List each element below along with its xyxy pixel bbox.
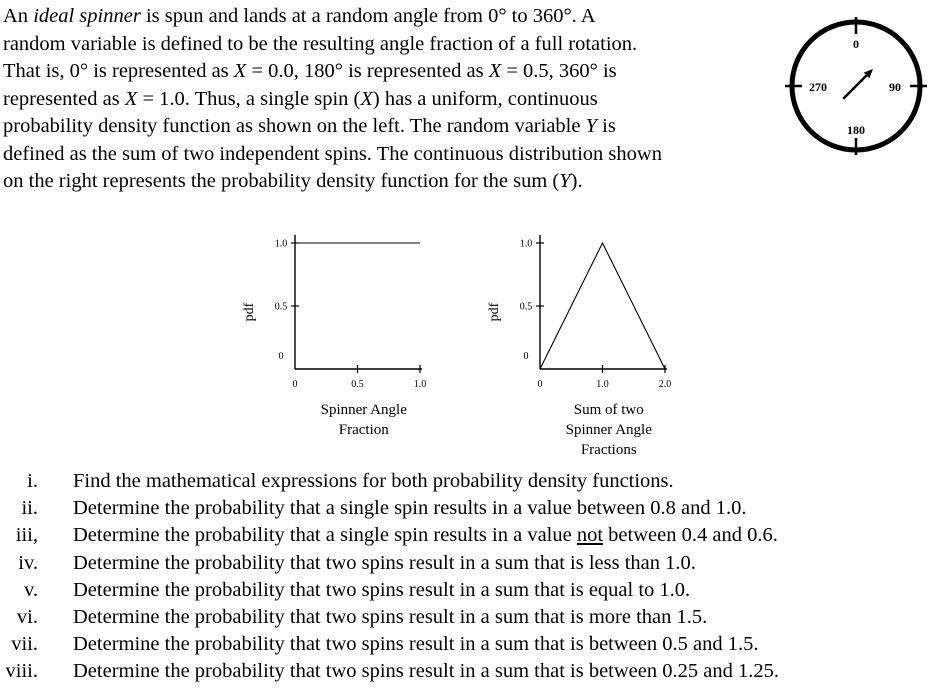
- chart-triangular-pdf: [470, 213, 690, 463]
- intro-line-2: random variable is defined to be the resulting angle fraction of a full rotation.: [3, 32, 638, 55]
- chart-uniform-pdf: [225, 213, 445, 463]
- question-list: [0, 468, 938, 686]
- x-axis-label: Spinner Angle: [565, 422, 652, 438]
- ideal-spinner-term: ideal spinner: [33, 5, 141, 27]
- question-item-6: vi. Determine the probability that two spins result in a sum that is more than 1.5.: [16, 605, 708, 628]
- question-item-1: i. Find the mathematical expressions for both probability density functions.: [27, 470, 674, 492]
- not-underlined: not: [576, 524, 604, 547]
- x-axis-label: Fraction: [338, 422, 389, 438]
- x-tick-label: 0: [537, 379, 543, 390]
- x-tick-label: 0: [292, 379, 298, 390]
- question-item-5: v. Determine the probability that two spins result in a sum that is equal to 1.0.: [23, 578, 691, 601]
- pointer-shaft: [843, 73, 868, 98]
- y-tick-label: 1.0: [274, 238, 288, 250]
- x-axis-label: Spinner Angle: [320, 402, 407, 418]
- y-tick-label: 1.0: [519, 238, 533, 250]
- dial-label-270: 270: [809, 80, 827, 94]
- x-tick-label: 2.0: [658, 379, 672, 390]
- question-item-2: ii. Determine the probability that a single spin results in a value between 0.8 and 1.0.: [21, 497, 747, 520]
- x-axis-label: Sum of two: [573, 402, 644, 418]
- x-axis-label: Fractions: [580, 442, 637, 458]
- x-tick-label: 1.0: [596, 379, 609, 390]
- x-tick-label: 1.0: [413, 379, 427, 390]
- y-tick-label: 0: [523, 351, 529, 362]
- y-axis-label: pdf: [242, 302, 257, 322]
- intro-line-3: That is, 0° is represented as X = 0.0, 180° is represented as X = 0.5, 360° is: [3, 60, 617, 82]
- question-item-3: iii, Determine the probability that a single spin results in a value not between 0.4 and 0.6.: [15, 524, 778, 547]
- y-tick-label: 0.5: [274, 301, 288, 313]
- intro-line-5: probability density function as shown on the left. The random variable Y is: [3, 115, 616, 137]
- spinner-pointer-arrow: [843, 69, 873, 99]
- intro-line-1: An ideal spinner is spun and lands at a random angle from 0° to 360°. A: [3, 5, 596, 27]
- y-tick-label: 0.5: [519, 301, 533, 313]
- pdf-line: [540, 243, 665, 369]
- dial-label-180: 180: [847, 123, 865, 137]
- question-item-8: viii. Determine the probability that two spins result in a sum that is between 0.25 and 1.25.: [5, 660, 779, 683]
- intro-paragraph: [3, 3, 783, 196]
- intro-line-7: on the right represents the probability density function for the sum (Y).: [3, 170, 583, 192]
- y-axis-label: pdf: [487, 302, 502, 322]
- question-item-7: vii. Determine the probability that two spins result in a sum that is between 0.5 and 1.5.: [11, 633, 759, 656]
- question-item-4: iv. Determine the probability that two spins result in a sum that is less than 1.0.: [18, 551, 696, 574]
- dial-label-0: 0: [853, 37, 859, 51]
- dial-label-90: 90: [889, 80, 901, 94]
- y-tick-label: 0: [278, 351, 284, 362]
- intro-line-6: defined as the sum of two independent spins. The continuous distribution shown: [3, 142, 662, 165]
- intro-line-4: represented as X = 1.0. Thus, a single spin (X) has a uniform, continuous: [3, 87, 598, 110]
- spinner-dial: [782, 14, 932, 164]
- x-tick-label: 0.5: [351, 379, 364, 390]
